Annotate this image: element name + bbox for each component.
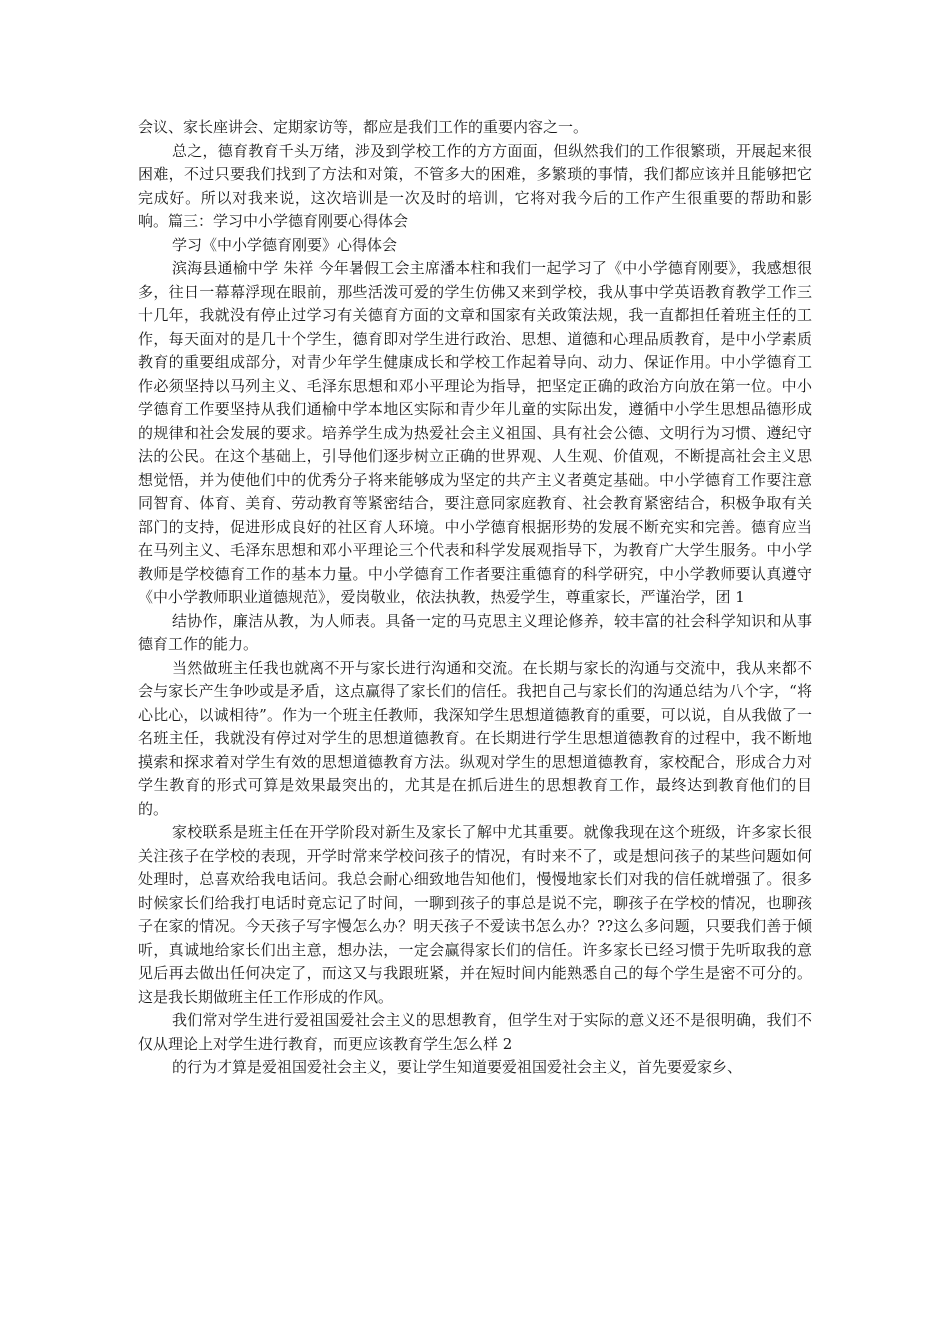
paragraph: 家校联系是班主任在开学阶段对新生及家长了解中尤其重要。就像我现在这个班级，许多家长很关注孩子在学校的表现，开学时常来学校问孩子的情况，有时来不了，或是想问孩子的某些问题如何处理时，总喜欢给我电话问。我总会耐心细致地告知他们，慢慢地家长们对我的信任就增强了。很多时候家长们给我打电话时竟忘记了时间，一聊到孩子的事总是说不完，聊孩子在学校的情况，也聊孩子在家的情况。今天孩子写字慢怎么办？明天孩子不爱读书怎么办？??这么多问题，只要我们善于倾听，真诚地给家长们出主意，想办法，一定会赢得家长们的信任。许多家长已经习惯于先听取我的意见后再去做出任何决定了，而这又与我跟班紧，并在短时间内能熟悉自己的每个学生是密不可分的。这是我长期做班主任工作形成的作风。 <box>138 823 812 1006</box>
paragraph: 滨海县通榆中学 朱祥 今年暑假工会主席潘本柱和我们一起学习了《中小学德育刚要》，我感想很多，往日一幕幕浮现在眼前，那些活泼可爱的学生仿佛又来到学校，我从事中学英语教育教学工作三十几年，我就没有停止过学习有关德育方面的文章和国家有关政策法规，我一直都担任着班主任的工作，每天面对的是几十个学生，德育即对学生进行政治、思想、道德和心理品质教育，是中小学素质教育的重要组成部分，对青少年学生健康成长和学校工作起着导向、动力、保证作用。中小学德育工作必须坚持以马列主义、毛泽东思想和邓小平理论为指导，把坚定正确的政治方向放在第一位。中小学德育工作要坚持从我们通榆中学本地区实际和青少年儿童的实际出发，遵循中小学生思想品德形成的规律和社会发展的要求。培养学生成为热爱社会主义祖国、具有社会公德、文明行为习惯、遵纪守法的公民。在这个基础上，引导他们逐步树立正确的世界观、人生观、价值观，不断提高社会主义思想觉悟，并为使他们中的优秀分子将来能够成为坚定的共产主义者奠定基础。中小学德育工作要注意同智育、体育、美育、劳动教育等紧密结合，要注意同家庭教育、社会教育紧密结合，积极争取有关部门的支持，促进形成良好的社区育人环境。中小学德育根据形势的发展不断充实和完善。德育应当在马列主义、毛泽东思想和邓小平理论三个代表和科学发展观指导下，为教育广大学生服务。中小学教师是学校德育工作的基本力量。中小学德育工作者要注重德育的科学研究，中小学教师要认真遵守《中小学教师职业道德规范》，爱岗敬业，依法执教，热爱学生，尊重家长，严谨治学，团 1 <box>138 259 812 606</box>
paragraph: 总之，德育教育千头万绪，涉及到学校工作的方方面面，但纵然我们的工作很繁琐，开展起来很困难，不过只要我们找到了方法和对策，不管多大的困难，多繁琐的事情，我们都应该并且能够把它完成好。所以对我来说，这次培训是一次及时的培训，它将对我今后的工作产生很重要的帮助和影响。篇三：学习中小学德育刚要心得体会 <box>138 141 812 230</box>
paragraph: 结协作，廉洁从教，为人师表。具备一定的马克思主义理论修养，较丰富的社会科学知识和从事德育工作的能力。 <box>138 611 812 653</box>
document-body <box>138 116 812 1080</box>
paragraph: 的行为才算是爱祖国爱社会主义，要让学生知道要爱祖国爱社会主义，首先要爱家乡、 <box>172 1058 743 1076</box>
section-title: 学习《中小学德育刚要》心得体会 <box>172 235 398 254</box>
paragraph: 会议、家长座讲会、定期家访等，都应是我们工作的重要内容之一。 <box>138 118 589 136</box>
paragraph: 当然做班主任我也就离不开与家长进行沟通和交流。在长期与家长的沟通与交流中，我从来都不会与家长产生争吵或是矛盾，这点赢得了家长们的信任。我把自己与家长们的沟通总结为八个字，“将心比心，以诚相待”。作为一个班主任教师，我深知学生思想道德教育的重要，可以说，自从我做了一名班主任，我就没有停过对学生的思想道德教育。在长期进行学生思想道德教育的过程中，我不断地摸索和探求着对学生有效的思想道德教育方法。纵观对学生的思想道德教育，家校配合，形成合力对学生教育的形式可算是效果最突出的，尤其是在抓后进生的思想教育工作，最终达到教育他们的目的。 <box>138 658 812 818</box>
paragraph: 我们常对学生进行爱祖国爱社会主义的思想教育，但学生对于实际的意义还不是很明确，我们不仅从理论上对学生进行教育，而更应该教育学生怎么样 2 <box>138 1011 812 1053</box>
